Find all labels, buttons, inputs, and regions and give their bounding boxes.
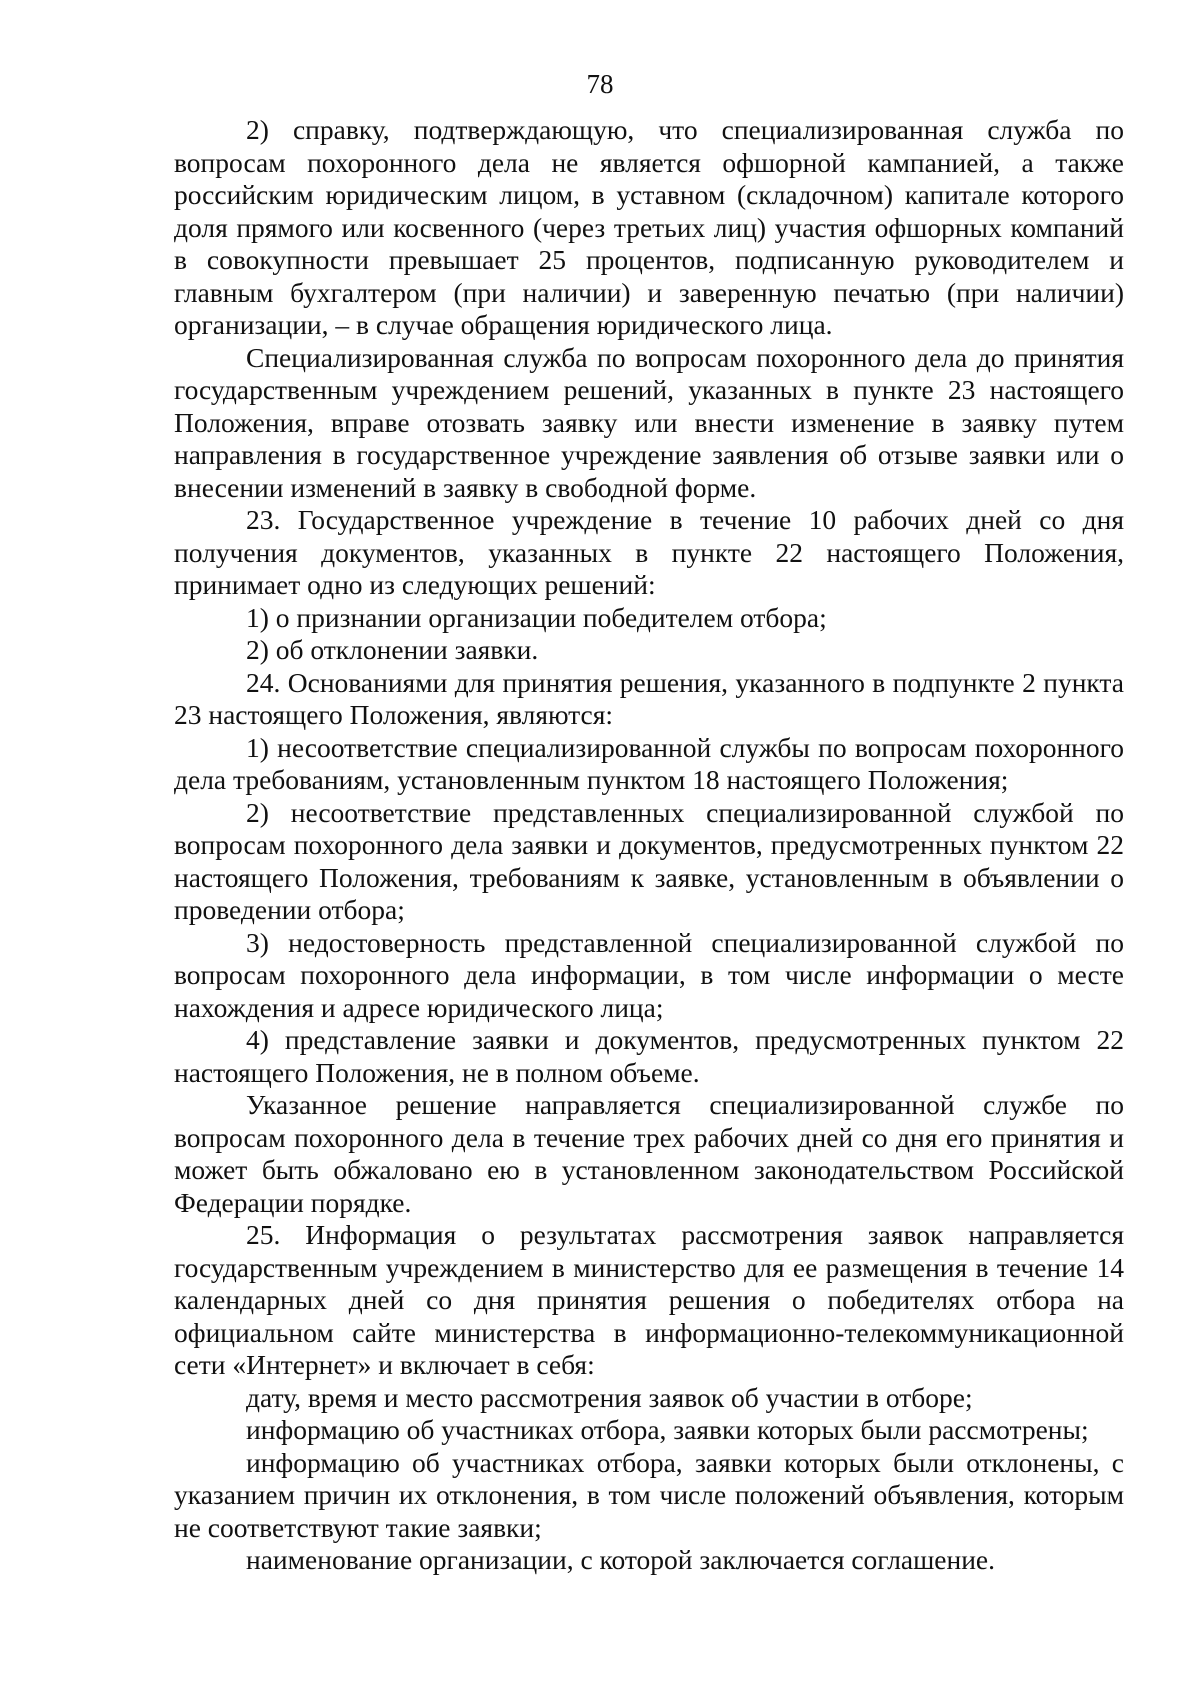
paragraph: 25. Информация о результатах рассмотрения заявок направляется государственным учреждением в министерство для ее размещения в течение 14 календарных дней со дня принятия решения о победителях отбора на официальном сайте министерства в информационно-телекоммуникационной сети «Интернет» и включает в себя: [174, 1219, 1124, 1380]
list-item: 2) об отклонении заявки. [246, 634, 539, 665]
paragraph: Специализированная служба по вопросам похоронного дела до принятия государственным учреждением решений, указанных в пункте 23 настоящего Положения, вправе отозвать заявку или внести изменение в заявку путем направления в государственное учреждение заявления об отзыве заявки или о внесении изменений в заявку в свободной форме. [174, 341, 1124, 503]
paragraph: 24. Основаниями для принятия решения, указанного в подпункте 2 пункта 23 настоящего Положения, являются: [174, 666, 1124, 730]
paragraph: 2) справку, подтверждающую, что специализированная служба по вопросам похоронного дела не является офшорной кампанией, а также российским юридическим лицом, в уставном (складочном) капитале которого доля прямого или косвенного (через третьих лиц) участия офшорных компаний в совокупности превышает 25 процентов, подписанную руководителем и главным бухгалтером (при наличии) и заверенную печатью (при наличии) организации, – в случае обращения юридического лица. [174, 114, 1124, 340]
paragraph: Указанное решение направляется специализированной службе по вопросам похоронного дела в течение трех рабочих дней со дня его принятия и может быть обжаловано ею в установленном законодательством Российской Федерации порядке. [174, 1089, 1124, 1218]
list-item: 1) о признании организации победителем отбора; [246, 601, 827, 633]
page-number: 78 [586, 69, 614, 99]
list-item: наименование организации, с которой заключается соглашение. [246, 1544, 996, 1575]
list-item: информацию об участниках отбора, заявки которых были отклонены, с указанием причин их отклонения, в том числе положений объявления, которым не соответствуют такие заявки; [174, 1446, 1124, 1543]
list-item: 2) несоответствие представленных специализированной службой по вопросам похоронного дела заявки и документов, предусмотренных пунктом 22 настоящего Положения, требованиям к заявке, установленным в объявлении о проведении отбора; [174, 796, 1124, 925]
list-item: 1) несоответствие специализированной службы по вопросам похоронного дела требованиям, установленным пунктом 18 настоящего Положения; [174, 731, 1124, 795]
list-item: информацию об участниках отбора, заявки которых были рассмотрены; [246, 1414, 1089, 1445]
list-item: 3) недостоверность представленной специализированной службой по вопросам похоронного дела информации, в том числе информации о месте нахождения и адресе юридического лица; [174, 926, 1124, 1023]
paragraph: 23. Государственное учреждение в течение 10 рабочих дней со дня получения документов, указанных в пункте 22 настоящего Положения, принимает одно из следующих решений: [174, 504, 1124, 600]
document-body [174, 114, 1124, 1577]
list-item: 4) представление заявки и документов, предусмотренных пунктом 22 настоящего Положения, не в полном объеме. [174, 1024, 1124, 1088]
list-item: дату, время и место рассмотрения заявок об участии в отборе; [246, 1381, 973, 1413]
